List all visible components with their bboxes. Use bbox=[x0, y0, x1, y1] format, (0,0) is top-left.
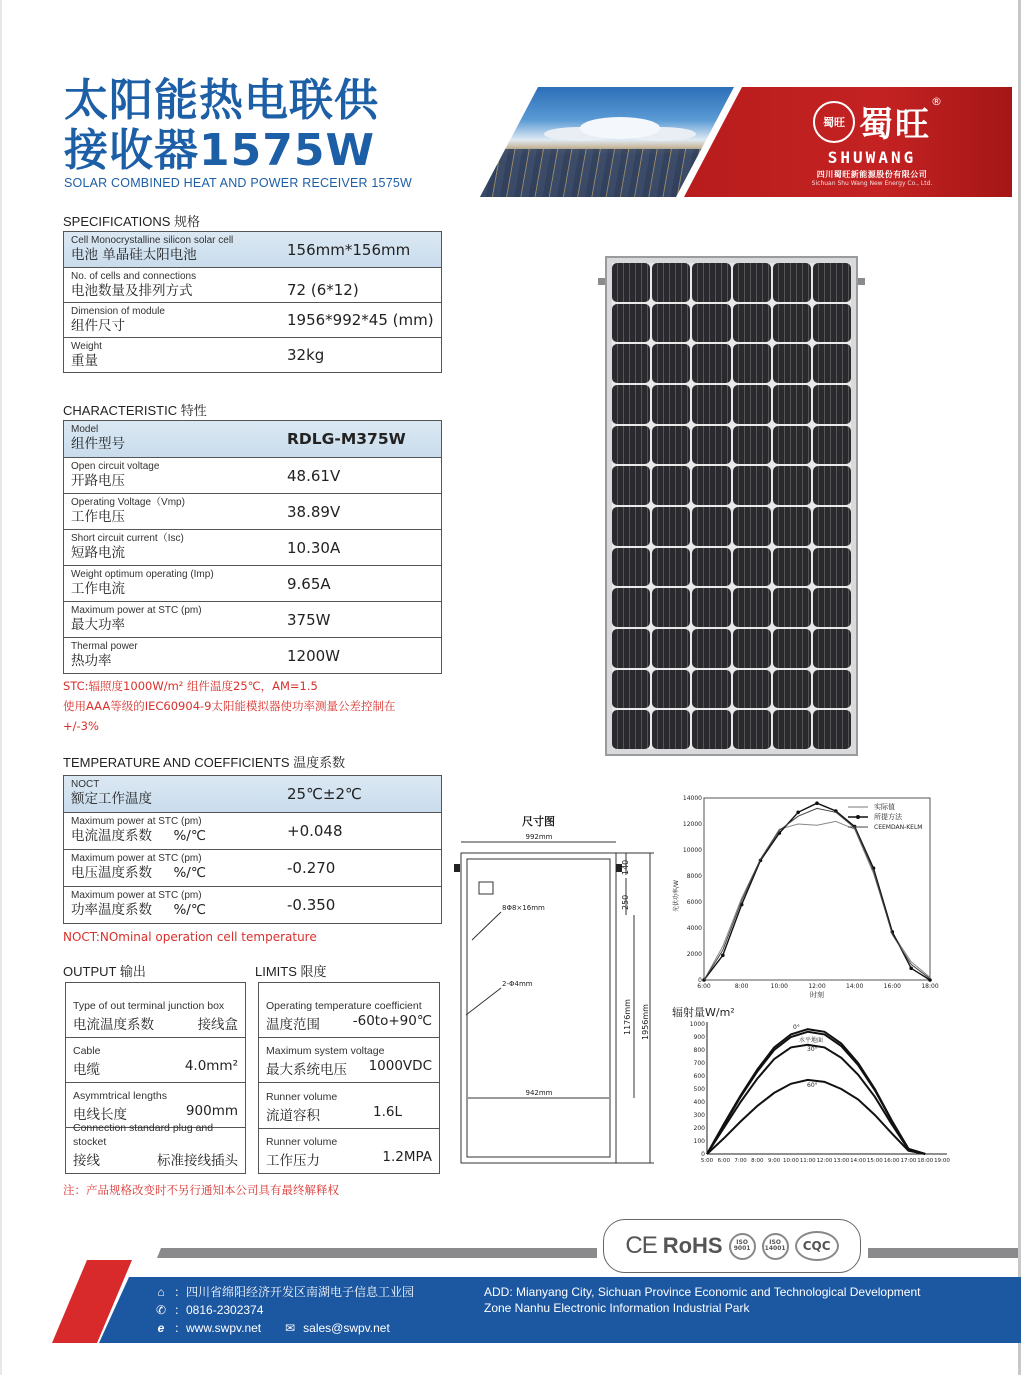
output-row bbox=[66, 1122, 245, 1173]
limits-heading: LIMITS 限度 bbox=[255, 964, 327, 979]
solar-cell bbox=[813, 385, 851, 424]
svg-text:7:00: 7:00 bbox=[734, 1158, 747, 1164]
svg-text:0: 0 bbox=[701, 1151, 705, 1158]
char-label-en: Short circuit current（Isc) bbox=[71, 533, 184, 544]
limits-label-cn: 流道容积 bbox=[266, 1108, 320, 1124]
characteristic-heading: CHARACTERISTIC 特性 bbox=[63, 403, 207, 418]
limits-label-cn: 最大系统电压 bbox=[266, 1062, 347, 1078]
contact-info bbox=[154, 1283, 414, 1337]
output-label-en: Type of out terminal junction box bbox=[73, 1000, 225, 1012]
char-label-cn: 组件型号 bbox=[71, 436, 125, 452]
email-link[interactable]: sales@swpv.net bbox=[303, 1321, 390, 1335]
rohs-mark-icon: RoHS bbox=[662, 1233, 723, 1258]
spec-label-en: No. of cells and connections bbox=[71, 271, 197, 282]
solar-cell bbox=[813, 263, 851, 302]
irradiance-chart bbox=[677, 1018, 952, 1168]
temp-label-cn: 电压温度系数 bbox=[71, 865, 152, 881]
solar-cell bbox=[813, 670, 851, 709]
svg-text:15:00: 15:00 bbox=[866, 1158, 883, 1164]
svg-text:10:00: 10:00 bbox=[782, 1158, 799, 1164]
char-row bbox=[64, 565, 441, 601]
solar-cell bbox=[773, 629, 811, 668]
temp-value: +0.048 bbox=[287, 822, 343, 840]
svg-text:5:00: 5:00 bbox=[700, 1158, 714, 1164]
second-offset-label: 250 bbox=[621, 894, 630, 910]
output-label-en: Asymmtrical lengths bbox=[73, 1090, 167, 1102]
iso14001-badge-icon: ISO 14001 bbox=[762, 1233, 789, 1260]
temp-value: -0.270 bbox=[287, 859, 336, 877]
svg-text:10000: 10000 bbox=[682, 847, 702, 854]
solar-cell bbox=[612, 385, 650, 424]
spec-value: 1956*992*45 (mm) bbox=[287, 311, 434, 329]
chart2-title: 辐射量W/m² bbox=[672, 1006, 735, 1019]
legend-ceemdan: CEEMDAN-KELM bbox=[874, 824, 923, 831]
char-label-cn: 热功率 bbox=[71, 653, 112, 669]
limits-label-cn: 温度范围 bbox=[266, 1017, 320, 1033]
brand-name-en: SHUWANG bbox=[827, 148, 917, 167]
solar-cell bbox=[733, 263, 771, 302]
address-en-line: ADD: Mianyang City, Sichuan Province Economic and Technological Development bbox=[484, 1285, 921, 1299]
output-label-en: Cable bbox=[73, 1045, 101, 1057]
limits-label-en: Operating temperature coefficient bbox=[266, 1000, 422, 1012]
ce-mark-icon: CE bbox=[625, 1232, 657, 1259]
product-title-cn bbox=[64, 76, 379, 176]
solar-cell bbox=[773, 548, 811, 587]
solar-cell bbox=[692, 548, 730, 587]
solar-cell bbox=[612, 344, 650, 383]
brand-logo bbox=[802, 97, 942, 187]
stc-note-line: 使用AAA等级的IEC60904-9太阳能模拟器使功率测量公差控制在 bbox=[63, 699, 396, 713]
spec-row bbox=[64, 337, 441, 372]
limits-row bbox=[259, 982, 439, 1037]
svg-text:12:00: 12:00 bbox=[808, 983, 826, 990]
svg-text:600: 600 bbox=[693, 1073, 705, 1080]
iso9001-badge-icon: ISO 9001 bbox=[729, 1233, 756, 1260]
output-value: 4.0mm² bbox=[184, 1058, 238, 1074]
solar-cell bbox=[733, 385, 771, 424]
svg-text:0: 0 bbox=[698, 977, 702, 984]
limits-value: 1.6L bbox=[373, 1104, 402, 1120]
solar-cell bbox=[773, 385, 811, 424]
char-label-en: Open circuit voltage bbox=[71, 461, 160, 472]
solar-cell bbox=[612, 629, 650, 668]
solar-cell bbox=[773, 263, 811, 302]
solar-cell bbox=[692, 344, 730, 383]
top-offset-label: 140 bbox=[621, 859, 630, 875]
solar-cell bbox=[733, 588, 771, 627]
char-label-cn: 开路电压 bbox=[71, 473, 125, 489]
solar-cell bbox=[652, 548, 690, 587]
divider-bar bbox=[157, 1248, 597, 1258]
solar-cell bbox=[692, 629, 730, 668]
divider-bar bbox=[868, 1248, 1018, 1258]
email-icon: ✉ bbox=[285, 1321, 296, 1335]
svg-text:8000: 8000 bbox=[686, 873, 702, 880]
svg-text:800: 800 bbox=[693, 1047, 705, 1054]
solar-cell bbox=[773, 507, 811, 546]
temp-value: 25℃±2℃ bbox=[287, 785, 362, 803]
char-value: 375W bbox=[287, 610, 331, 629]
solar-cell bbox=[733, 344, 771, 383]
dimension-drawing-title: 尺寸图 bbox=[522, 815, 555, 828]
svg-text:6:00: 6:00 bbox=[697, 983, 711, 990]
limits-row bbox=[259, 1128, 439, 1173]
char-value: 9.65A bbox=[287, 574, 331, 593]
solar-cell bbox=[652, 426, 690, 465]
temperature-table bbox=[63, 775, 442, 924]
svg-text:16:00: 16:00 bbox=[883, 983, 901, 990]
output-heading: OUTPUT 输出 bbox=[63, 964, 146, 979]
solar-cell bbox=[652, 263, 690, 302]
char-row bbox=[64, 420, 441, 457]
hole-label-mounting: 8Φ8×16mm bbox=[502, 904, 545, 912]
solar-cell bbox=[733, 710, 771, 749]
solar-cell bbox=[652, 344, 690, 383]
char-label-cn: 工作电压 bbox=[71, 509, 125, 525]
label-30-deg: 30° bbox=[807, 1046, 818, 1053]
svg-text:13:00: 13:00 bbox=[833, 1158, 850, 1164]
stc-note-line: STC:辐照度1000W/m² 组件温度25℃，AM=1.5 bbox=[63, 679, 318, 693]
svg-text:9:00: 9:00 bbox=[767, 1158, 781, 1164]
char-row bbox=[64, 493, 441, 529]
output-value: 900mm bbox=[185, 1103, 238, 1119]
specifications-table bbox=[63, 231, 442, 373]
solar-panel-image bbox=[605, 256, 858, 756]
temp-row bbox=[64, 849, 441, 886]
char-label-cn: 短路电流 bbox=[71, 545, 125, 561]
temp-row bbox=[64, 886, 441, 923]
solar-cell bbox=[813, 466, 851, 505]
temp-label-cn: 功率温度系数 bbox=[71, 902, 152, 918]
stc-note-line: +/-3% bbox=[63, 719, 99, 733]
limits-label-cn: 工作压力 bbox=[266, 1153, 320, 1169]
solar-cell bbox=[813, 507, 851, 546]
solar-cell bbox=[733, 670, 771, 709]
svg-text:2000: 2000 bbox=[686, 951, 702, 958]
limits-value: -60to+90℃ bbox=[352, 1013, 432, 1029]
solar-cell bbox=[813, 304, 851, 343]
svg-text:900: 900 bbox=[693, 1034, 705, 1041]
solar-cell bbox=[692, 426, 730, 465]
home-icon: ⌂ bbox=[157, 1285, 165, 1299]
mount-spacing-label: 1176mm bbox=[623, 999, 632, 1035]
solar-cell bbox=[652, 304, 690, 343]
char-value: 1200W bbox=[287, 646, 341, 665]
svg-text:14:00: 14:00 bbox=[846, 983, 864, 990]
char-row bbox=[64, 637, 441, 673]
spec-label-en: Dimension of module bbox=[71, 306, 165, 317]
registered-mark: ® bbox=[931, 95, 942, 108]
hole-label-ground: 2-Φ4mm bbox=[502, 980, 533, 988]
limits-value: 1.2MPA bbox=[382, 1149, 432, 1165]
output-label-cn: 电线长度 bbox=[73, 1107, 127, 1123]
solar-cell bbox=[612, 466, 650, 505]
cloud-graphic bbox=[580, 117, 660, 139]
temp-label-en: Maximum power at STC (pm) bbox=[71, 853, 202, 864]
spec-label-en: Cell Monocrystalline silicon solar cell bbox=[71, 235, 234, 246]
svg-text:12:00: 12:00 bbox=[816, 1158, 833, 1164]
solar-cell bbox=[692, 304, 730, 343]
solar-cell bbox=[692, 507, 730, 546]
solar-cell bbox=[612, 588, 650, 627]
website-link[interactable]: ：www.swpv.net bbox=[174, 1321, 262, 1335]
svg-text:500: 500 bbox=[693, 1086, 705, 1093]
limits-row bbox=[259, 1037, 439, 1082]
char-label-en: Weight optimum operating (Imp) bbox=[71, 569, 214, 580]
solar-cell bbox=[773, 304, 811, 343]
char-row bbox=[64, 601, 441, 637]
label-60-deg: 60° bbox=[807, 1082, 818, 1089]
svg-text:12000: 12000 bbox=[682, 821, 702, 828]
output-row bbox=[66, 982, 245, 1037]
solar-cell bbox=[813, 710, 851, 749]
limits-label-en: Maximum system voltage bbox=[266, 1045, 385, 1057]
title-line-2: 接收器1575W bbox=[64, 125, 375, 176]
solar-cell bbox=[692, 263, 730, 302]
svg-text:11:00: 11:00 bbox=[799, 1158, 816, 1164]
solar-cell bbox=[813, 588, 851, 627]
output-row bbox=[66, 1037, 245, 1082]
solar-cell bbox=[652, 710, 690, 749]
char-value: 48.61V bbox=[287, 466, 341, 485]
dragon-emblem-icon: 蜀旺 bbox=[813, 101, 855, 143]
characteristic-table bbox=[63, 420, 442, 674]
limits-value: 1000VDC bbox=[368, 1058, 432, 1074]
solar-cell bbox=[692, 710, 730, 749]
svg-text:1000: 1000 bbox=[689, 1021, 705, 1028]
svg-text:19:00: 19:00 bbox=[934, 1158, 950, 1164]
temp-label-en: NOCT bbox=[71, 779, 100, 790]
solar-cell bbox=[773, 670, 811, 709]
svg-text:17:00: 17:00 bbox=[900, 1158, 917, 1164]
output-value: 接线盒 bbox=[197, 1017, 238, 1033]
spec-value: 72 (6*12) bbox=[287, 281, 359, 299]
char-label-en: Operating Voltage（Vmp) bbox=[71, 497, 185, 508]
solar-cell bbox=[773, 466, 811, 505]
limits-label-en: Runner volume bbox=[266, 1091, 338, 1103]
svg-text:18:00: 18:00 bbox=[917, 1158, 934, 1164]
solar-cell bbox=[612, 548, 650, 587]
svg-text:200: 200 bbox=[693, 1125, 705, 1132]
stc-note bbox=[63, 676, 395, 736]
solar-cell bbox=[652, 588, 690, 627]
temperature-heading: TEMPERATURE AND COEFFICIENTS 温度系数 bbox=[63, 755, 346, 770]
svg-text:10:00: 10:00 bbox=[770, 983, 788, 990]
solar-cell bbox=[652, 670, 690, 709]
address-cn: ：四川省绵阳经济开发区南湖电子信息工业园 bbox=[174, 1285, 415, 1299]
temp-row bbox=[64, 812, 441, 849]
char-value: 38.89V bbox=[287, 502, 341, 521]
solar-cell bbox=[612, 710, 650, 749]
solar-cell-grid bbox=[612, 263, 851, 749]
solar-cell bbox=[652, 507, 690, 546]
spec-row bbox=[64, 231, 441, 267]
solar-cell bbox=[773, 344, 811, 383]
temp-label-en: Maximum power at STC (pm) bbox=[71, 816, 202, 827]
limits-row bbox=[259, 1082, 439, 1128]
temp-unit: %/℃ bbox=[173, 828, 207, 844]
model-value: RDLG-M375W bbox=[287, 430, 406, 448]
solar-cell bbox=[652, 629, 690, 668]
solar-cell bbox=[813, 548, 851, 587]
cqc-badge-icon: CQC bbox=[795, 1231, 839, 1261]
svg-text:6:00: 6:00 bbox=[717, 1158, 730, 1164]
spec-label-cn: 重量 bbox=[71, 353, 98, 369]
company-name-en: Sichuan Shu Wang New Energy Co., Ltd. bbox=[811, 180, 933, 187]
solar-cell bbox=[733, 507, 771, 546]
spec-label-cn: 电池数量及排列方式 bbox=[71, 283, 193, 299]
solar-cell bbox=[612, 507, 650, 546]
certification-badges bbox=[603, 1219, 861, 1273]
char-label-en: Maximum power at STC (pm) bbox=[71, 605, 202, 616]
spec-row bbox=[64, 302, 441, 337]
brand-name-cn: 蜀旺 bbox=[859, 105, 931, 145]
solar-cell bbox=[612, 670, 650, 709]
phone-number[interactable]: ：0816-2302374 bbox=[174, 1303, 264, 1317]
output-label-cn: 电缆 bbox=[73, 1062, 100, 1078]
solar-cell bbox=[612, 304, 650, 343]
char-value: 10.30A bbox=[287, 538, 341, 557]
limits-table bbox=[258, 982, 440, 1174]
spec-label-cn: 组件尺寸 bbox=[71, 318, 125, 334]
spec-row bbox=[64, 267, 441, 302]
inner-width-dimension-label: 942mm bbox=[525, 1089, 553, 1097]
svg-text:300: 300 bbox=[693, 1112, 705, 1119]
temp-label-cn: 额定工作温度 bbox=[71, 791, 152, 807]
char-row bbox=[64, 529, 441, 565]
solar-cell bbox=[773, 710, 811, 749]
chart1-ylabel: 光伏功率/W bbox=[673, 880, 680, 912]
output-table bbox=[65, 982, 246, 1174]
spec-value: 32kg bbox=[287, 346, 325, 364]
legend-proposed: 所提方法 bbox=[874, 813, 902, 821]
solar-cell bbox=[733, 304, 771, 343]
temp-value: -0.350 bbox=[287, 896, 336, 914]
limits-label-en: Runner volume bbox=[266, 1136, 338, 1148]
output-label-cn: 接线 bbox=[73, 1153, 100, 1169]
solar-cell bbox=[813, 629, 851, 668]
svg-text:700: 700 bbox=[693, 1060, 705, 1067]
specifications-heading: SPECIFICATIONS 规格 bbox=[63, 214, 200, 229]
svg-text:14000: 14000 bbox=[682, 795, 702, 802]
legend-actual: 实际值 bbox=[874, 803, 895, 811]
browser-icon: e bbox=[157, 1321, 165, 1335]
chart1-xlabel: 时刻 bbox=[810, 991, 824, 999]
title-line-1: 太阳能热电联供 bbox=[64, 75, 379, 126]
solar-cell bbox=[652, 466, 690, 505]
svg-text:18:00: 18:00 bbox=[921, 983, 939, 990]
panel-mount-tab bbox=[857, 278, 865, 285]
temp-label-cn: 电流温度系数 bbox=[71, 828, 152, 844]
temp-label-en: Maximum power at STC (pm) bbox=[71, 890, 202, 901]
product-title-en: SOLAR COMBINED HEAT AND POWER RECEIVER 1575W bbox=[64, 176, 412, 190]
solar-cell bbox=[612, 263, 650, 302]
char-label-cn: 工作电流 bbox=[71, 581, 125, 597]
noct-note: NOCT:NOminal operation cell temperature bbox=[63, 930, 317, 944]
output-label-cn: 电流温度系数 bbox=[73, 1017, 154, 1033]
address-en-line: Zone Nanhu Electronic Information Industrial Park bbox=[484, 1301, 750, 1315]
width-dimension-label: 992mm bbox=[525, 833, 553, 841]
dimension-drawing bbox=[454, 830, 669, 1170]
solar-cell bbox=[692, 670, 730, 709]
solar-cell bbox=[612, 426, 650, 465]
disclaimer-note: 注：产品规格改变时不另行通知本公司具有最终解释权 bbox=[63, 1183, 339, 1197]
svg-text:400: 400 bbox=[693, 1099, 705, 1106]
solar-cell bbox=[733, 466, 771, 505]
spec-label-cn: 电池 单晶硅太阳电池 bbox=[71, 247, 197, 263]
label-0-deg: 0° bbox=[793, 1024, 800, 1031]
char-label-cn: 最大功率 bbox=[71, 617, 125, 633]
output-value: 标准接线插头 bbox=[157, 1153, 238, 1169]
svg-text:6000: 6000 bbox=[686, 899, 702, 906]
height-dimension-label: 1956mm bbox=[641, 1004, 650, 1040]
svg-text:8:00: 8:00 bbox=[734, 983, 749, 990]
solar-cell bbox=[692, 588, 730, 627]
svg-text:4000: 4000 bbox=[686, 925, 702, 932]
phone-icon: ✆ bbox=[155, 1303, 167, 1317]
solar-cell bbox=[692, 385, 730, 424]
char-row bbox=[64, 457, 441, 493]
label-horizontal: 水平地面 bbox=[799, 1037, 824, 1044]
address-en bbox=[484, 1284, 920, 1316]
svg-text:100: 100 bbox=[693, 1138, 705, 1145]
char-label-en: Model bbox=[71, 424, 99, 435]
solar-cell bbox=[733, 426, 771, 465]
solar-cell bbox=[773, 426, 811, 465]
solar-cell bbox=[733, 548, 771, 587]
char-label-en: Thermal power bbox=[71, 641, 138, 652]
svg-text:8:00: 8:00 bbox=[751, 1158, 764, 1164]
pv-power-chart bbox=[670, 792, 945, 1002]
temp-unit: %/℃ bbox=[173, 902, 207, 918]
temp-row bbox=[64, 775, 441, 812]
output-label-en: Connection standard plug and stocket bbox=[73, 1122, 214, 1148]
solar-cell bbox=[813, 426, 851, 465]
spec-label-en: Weight bbox=[71, 341, 102, 352]
solar-cell bbox=[692, 466, 730, 505]
solar-cell bbox=[652, 385, 690, 424]
spec-value: 156mm*156mm bbox=[287, 240, 411, 259]
solar-cell bbox=[733, 629, 771, 668]
svg-text:16:00: 16:00 bbox=[883, 1158, 900, 1164]
svg-text:14:00: 14:00 bbox=[850, 1158, 867, 1164]
solar-cell bbox=[773, 588, 811, 627]
solar-cell bbox=[813, 344, 851, 383]
company-name-cn: 四川蜀旺新能源股份有限公司 bbox=[816, 170, 928, 179]
temp-unit: %/℃ bbox=[173, 865, 207, 881]
